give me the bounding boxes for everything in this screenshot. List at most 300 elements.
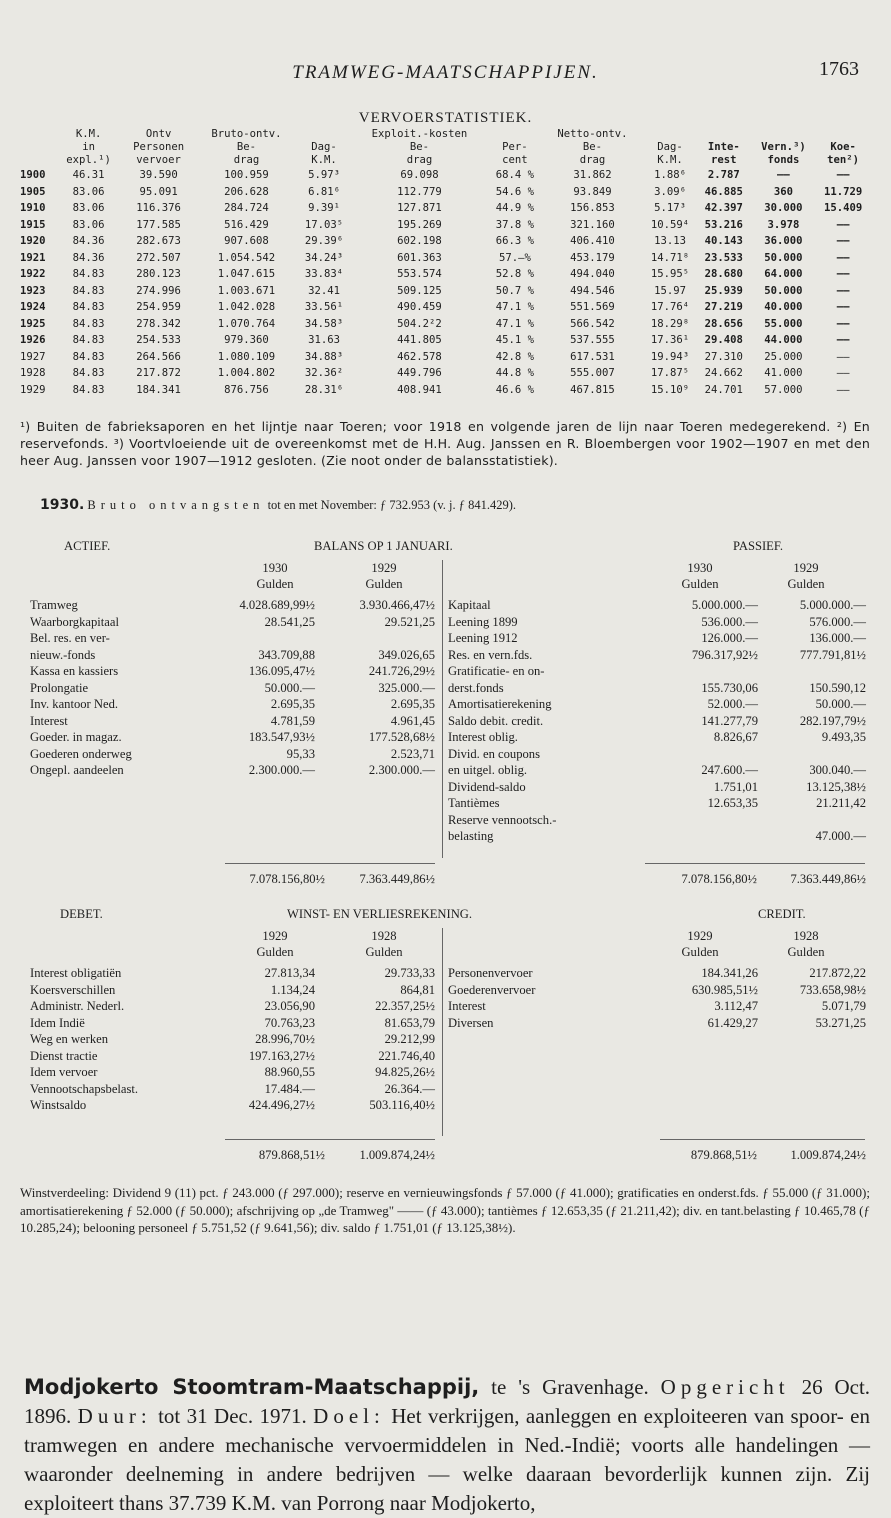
- balans-year-b: 1929: [371, 561, 397, 575]
- ledger-label: Goederen onderweg: [30, 746, 132, 761]
- credit-list: [448, 965, 866, 1031]
- ledger-row: [30, 1064, 435, 1081]
- vervoer-head-cell: K.M.: [311, 154, 337, 166]
- vervoer-cell: 46.31: [72, 169, 105, 181]
- passief-head: PASSIEF.: [733, 539, 783, 553]
- vervoer-cell: ——: [836, 367, 850, 379]
- vervoer-cell: 5.97³: [308, 169, 340, 181]
- vervoer-cell: 84.83: [72, 383, 105, 396]
- opgericht-value: 26 Oct. 1896.: [24, 1375, 871, 1428]
- vervoer-cell: 69.098: [400, 169, 439, 181]
- ledger-value-b: 13.125,38½: [806, 779, 866, 794]
- year-1930: 1930.: [40, 497, 85, 513]
- winst-total-a-right: 879.868,51½: [690, 1148, 757, 1162]
- ledger-label: derst.fonds: [448, 680, 504, 695]
- vervoer-cell: 84.83: [72, 301, 105, 313]
- ledger-value-a: 70.763,23: [264, 1015, 315, 1030]
- ledger-value-a: 88.960,55: [264, 1065, 315, 1079]
- vervoer-cell: 23.533: [704, 251, 743, 264]
- vervoer-cell: 84.83: [72, 334, 105, 346]
- ledger-label: Saldo debit. credit.: [448, 713, 544, 728]
- vervoer-cell: 876.756: [224, 383, 269, 396]
- vervoer-cell: 254.959: [136, 301, 181, 313]
- ledger-label: Goederenvervoer: [448, 982, 536, 997]
- vervoer-cell: ——: [836, 268, 850, 280]
- vervoer-cell: 54.6 %: [495, 185, 535, 198]
- balans-col-heads: [0, 560, 891, 594]
- ledger-value-a: 23.056,90: [264, 999, 315, 1013]
- vervoer-cell: 83.06: [72, 185, 105, 198]
- bruto-label: Bruto ontvangsten: [87, 498, 265, 512]
- ledger-row: [448, 998, 866, 1015]
- ledger-label: Kassa en kassiers: [30, 664, 119, 678]
- actief-list: [30, 597, 435, 779]
- vervoer-cell: 15.10⁹: [650, 383, 690, 396]
- vervoer-head-cell: Dag-: [311, 141, 337, 153]
- vervoer-cell: 17.36¹: [650, 334, 690, 346]
- vervoer-cell: 1915: [20, 218, 46, 231]
- vervoer-cell: 47.1 %: [495, 317, 535, 330]
- ledger-value-a: 630.985,51½: [691, 982, 758, 997]
- ledger-row: [448, 982, 866, 999]
- ledger-value-a: 17.484.—: [264, 1081, 315, 1096]
- ledger-label: Gratificatie- en on-: [448, 664, 545, 678]
- vervoer-cell: 27.219: [704, 301, 743, 313]
- vervoer-cell: ——: [836, 301, 850, 313]
- vervoer-cell: ——: [836, 383, 850, 396]
- vervoer-cell: 100.959: [224, 169, 269, 181]
- ledger-label: Winstsaldo: [30, 1098, 87, 1112]
- ledger-label: Waarborgkapitaal: [30, 614, 119, 629]
- vervoer-cell: 95.091: [139, 185, 178, 198]
- balans-year-c: 1930: [687, 561, 713, 575]
- ledger-label: Leening 1912: [448, 631, 518, 645]
- ledger-value-b: 150.590,12: [809, 680, 866, 695]
- vervoer-head-cell: rest: [711, 154, 737, 166]
- duur-label: Duur:: [77, 1404, 152, 1428]
- winstverdeeling: Winstverdeeling: Dividend 9 (11) pct. ƒ 243.000 (ƒ 297.000); reserve en vernieuwingsfonds ƒ 57.000 (ƒ 41.000); gratificaties en onderst.fds. ƒ 55.000 (ƒ 31.000); amortisatierekening ƒ 52.000 (ƒ 50.000); afschrijving op „de Tramweg" —— (ƒ 43.000); tantièmes ƒ 12.653,35 (ƒ 21.211,42); div. en tant.belasting ƒ 10.465,78 (ƒ 10.285,24); belooning personeel ƒ 5.751,52 (ƒ 9.641,56); div. saldo ƒ 1.751,01 (ƒ 13.125,38½).: [20, 1185, 870, 1235]
- ledger-value-b: 177.528,68½: [368, 730, 435, 744]
- balans-year-d: 1929: [793, 561, 819, 575]
- ledger-row: [30, 729, 435, 746]
- ledger-value-b: 29.521,25: [384, 614, 435, 629]
- ledger-value-a: 796.317,92½: [691, 647, 758, 662]
- ledger-label: Tantièmes: [448, 796, 500, 810]
- vervoer-cell: 1923: [20, 284, 46, 297]
- vervoer-cell: 551.569: [570, 301, 615, 313]
- vervoer-cell: 406.410: [570, 235, 615, 247]
- vervoer-cell: 1921: [20, 251, 46, 264]
- vervoer-head-cell: Per-: [502, 141, 528, 153]
- ledger-value-b: 136.000.—: [809, 631, 866, 645]
- vervoer-cell: 39.590: [139, 169, 178, 181]
- vervoer-cell: 14.71⁸: [650, 251, 690, 264]
- vervoer-cell: ——: [836, 284, 850, 297]
- vervoer-cell: 66.3 %: [495, 235, 535, 247]
- vervoer-cell: 278.342: [136, 317, 181, 330]
- ledger-row: [30, 1031, 435, 1048]
- vervoer-cell: 1905: [20, 185, 46, 198]
- ledger-label: en uitgel. oblig.: [448, 763, 528, 777]
- ledger-value-b: 2.523,71: [390, 746, 435, 761]
- balans-section: [0, 538, 891, 898]
- vervoer-cell: 50.000: [764, 251, 803, 264]
- ledger-value-a: 141.277,79: [701, 713, 758, 728]
- balans-total-a-left: 7.078.156,80½: [249, 872, 325, 886]
- ledger-value-b: 864,81: [400, 982, 435, 997]
- vervoer-cell: 64.000: [764, 268, 803, 280]
- ledger-value-a: 52.000.—: [707, 697, 758, 711]
- ledger-row: [448, 630, 866, 647]
- ledger-label: Interest: [30, 713, 68, 728]
- vervoer-cell: 1.080.109: [217, 350, 276, 363]
- vervoer-cell: 27.310: [704, 350, 743, 363]
- ledger-row: [448, 779, 866, 796]
- ledger-row: [448, 746, 866, 763]
- vervoer-cell: 1928: [20, 367, 46, 379]
- vervoer-cell: 28.31⁶: [304, 383, 344, 396]
- ledger-row: [30, 696, 435, 713]
- balans-title: BALANS OP 1 JANUARI.: [314, 539, 453, 553]
- vervoer-cell: 1929: [20, 383, 46, 396]
- vervoer-cell: 57.—%: [498, 251, 531, 264]
- ledger-value-a: 95,33: [286, 746, 315, 761]
- ledger-value-b: 777.791,81½: [799, 647, 866, 662]
- ledger-value-b: 26.364.—: [384, 1081, 435, 1096]
- bruto-1930-line: [40, 497, 870, 513]
- vervoer-row: [20, 200, 870, 217]
- winst-unit-a: Gulden: [256, 945, 294, 959]
- vervoer-head-cell: K.M.: [657, 154, 683, 166]
- vervoer-cell: 467.815: [570, 383, 615, 396]
- ledger-row: [448, 965, 866, 982]
- vervoer-head-cell: [697, 128, 751, 141]
- vervoer-cell: 184.341: [136, 383, 181, 396]
- ledger-value-a: 61.429,27: [707, 1015, 758, 1030]
- vervoer-cell: 25.939: [704, 284, 743, 297]
- vervoer-row: [20, 217, 870, 234]
- vervoer-cell: 5.17³: [654, 202, 686, 214]
- vervoer-head-cell: Koe-: [830, 141, 856, 153]
- vervoer-head-cell: Exploit.-kosten: [371, 128, 468, 140]
- vervoer-cell: 15.95⁵: [650, 268, 690, 280]
- winst-rule-right: [660, 1139, 865, 1140]
- vervoer-row: [20, 349, 870, 366]
- duur-value: tot 31 Dec. 1971.: [158, 1404, 307, 1428]
- ledger-row: [448, 647, 866, 664]
- ledger-label: belasting: [448, 829, 494, 843]
- vervoer-cell: 34.88³: [304, 350, 344, 363]
- vervoer-cell: ——: [836, 334, 850, 346]
- vervoer-cell: 509.125: [397, 284, 442, 297]
- vervoer-row: [20, 299, 870, 316]
- vervoer-cell: 1900: [20, 169, 46, 181]
- vervoer-cell: 441.805: [397, 334, 442, 346]
- ledger-row: [448, 729, 866, 746]
- vervoer-cell: 601.363: [397, 251, 442, 264]
- ledger-value-b: 5.000.000.—: [799, 598, 866, 612]
- ledger-value-b: 733.658,98½: [799, 982, 866, 997]
- vervoer-cell: 127.871: [397, 202, 442, 214]
- passief-list: [448, 597, 866, 845]
- vervoer-cell: 553.574: [397, 268, 442, 280]
- ledger-label: Interest: [448, 999, 486, 1013]
- ledger-value-b: 349.026,65: [378, 647, 435, 662]
- vervoer-head-cell: [20, 154, 56, 167]
- ledger-value-b: 21.211,42: [816, 796, 866, 810]
- ledger-value-a: 197.163,27½: [248, 1048, 315, 1063]
- winst-divider: [442, 928, 443, 1136]
- vervoer-cell: 1920: [20, 235, 46, 247]
- ledger-value-b: 503.116,40½: [369, 1098, 435, 1112]
- vervoer-cell: 84.83: [72, 268, 105, 280]
- vervoer-cell: 1.047.615: [217, 268, 276, 280]
- vervoer-head-cell: [488, 128, 542, 141]
- vervoer-cell: 9.39¹: [308, 202, 340, 214]
- vervoer-cell: 34.24³: [304, 251, 344, 264]
- debet-head: DEBET.: [60, 907, 103, 921]
- vervoer-head-cell: Be-: [582, 141, 603, 153]
- ledger-row: [448, 713, 866, 730]
- balans-total-a-right: 7.078.156,80½: [681, 872, 757, 886]
- ledger-row: [30, 762, 435, 779]
- ledger-value-a: 28.996,70½: [255, 1032, 315, 1046]
- vervoer-cell: 3.978: [767, 218, 800, 231]
- vervoer-cell: 40.000: [764, 301, 803, 313]
- vervoer-cell: 40.143: [704, 235, 743, 247]
- ledger-value-a: 424.496,27½: [248, 1098, 315, 1112]
- vervoer-cell: 617.531: [570, 350, 615, 363]
- ledger-value-a: 5.000.000.—: [691, 598, 758, 612]
- ledger-value-b: 29.212,99: [384, 1032, 435, 1046]
- vervoer-cell: 1925: [20, 317, 46, 330]
- vervoer-cell: 1926: [20, 334, 46, 346]
- vervoer-cell: 28.680: [704, 268, 743, 280]
- vervoer-cell: 566.542: [570, 317, 615, 330]
- ledger-value-b: 3.930.466,47½: [359, 598, 435, 612]
- vervoer-cell: 36.000: [764, 235, 803, 247]
- ledger-row: [30, 1081, 435, 1098]
- vervoer-cell: 15.409: [823, 202, 863, 214]
- vervoer-cell: 537.555: [570, 334, 615, 346]
- ledger-value-a: 28.541,25: [264, 614, 315, 629]
- ledger-value-a: 247.600.—: [701, 763, 758, 777]
- vervoer-head-cell: fonds: [767, 154, 800, 166]
- vervoer-cell: 93.849: [573, 185, 612, 198]
- vervoer-cell: 33.83⁴: [304, 268, 344, 280]
- ledger-row: [30, 965, 435, 982]
- winst-unit-c: Gulden: [681, 945, 719, 959]
- balans-total-b-right: 7.363.449,86½: [790, 872, 866, 886]
- vervoer-cell: 24.701: [704, 383, 743, 396]
- ledger-row: [448, 795, 866, 812]
- vervoer-cell: 30.000: [764, 202, 803, 214]
- ledger-label: Amortisatierekening: [448, 697, 552, 711]
- ledger-label: Reserve vennootsch.-: [448, 812, 557, 827]
- vervoer-cell: 17.76⁴: [650, 301, 690, 313]
- ledger-value-b: 81.653,79: [384, 1015, 435, 1030]
- vervoer-cell: 516.429: [224, 218, 269, 231]
- vervoer-cell: 28.656: [704, 317, 743, 330]
- vervoer-cell: 10.59⁴: [650, 218, 690, 231]
- balans-unit-a: Gulden: [256, 577, 294, 591]
- balans-year-a: 1930: [262, 561, 288, 575]
- ledger-row: [448, 762, 866, 779]
- ledger-label: Idem Indië: [30, 1015, 85, 1030]
- ledger-value-b: 217.872,22: [809, 966, 866, 980]
- ledger-label: Kapitaal: [448, 598, 491, 612]
- ledger-row: [30, 713, 435, 730]
- vervoer-cell: 84.36: [72, 235, 105, 247]
- ledger-value-a: 136.095,47½: [248, 664, 315, 678]
- vervoer-cell: 33.56¹: [304, 301, 344, 313]
- ledger-value-a: 12.653,35: [707, 796, 758, 810]
- ledger-label: Dienst tractie: [30, 1048, 98, 1063]
- vervoer-cell: 24.662: [704, 367, 743, 379]
- vervoer-head-row: [20, 141, 870, 154]
- running-header: TRAMWEG-MAATSCHAPPIJEN.: [292, 62, 599, 83]
- balans-unit-b: Gulden: [365, 577, 403, 591]
- vervoer-head-cell: [751, 128, 817, 141]
- vervoer-cell: 274.996: [136, 284, 181, 297]
- vervoer-cell: 979.360: [224, 334, 269, 346]
- balans-divider: [442, 560, 443, 858]
- ledger-row: [448, 812, 866, 829]
- winst-title: WINST- EN VERLIESREKENING.: [287, 907, 473, 921]
- ledger-value-b: 4.961,45: [390, 713, 435, 728]
- vervoer-cell: 41.000: [764, 367, 803, 379]
- vervoer-row: [20, 250, 870, 267]
- ledger-value-b: 325.000.—: [378, 680, 435, 695]
- vervoer-cell: 453.179: [570, 251, 615, 264]
- balans-unit-d: Gulden: [787, 577, 825, 591]
- vervoer-cell: 1.004.802: [217, 367, 276, 379]
- vervoer-cell: 50.000: [764, 284, 803, 297]
- vervoer-cell: 29.408: [704, 334, 743, 346]
- ledger-label: Interest obligatiën: [30, 966, 122, 980]
- vervoer-cell: 52.8 %: [495, 268, 535, 280]
- ledger-value-a: 50.000.—: [264, 680, 315, 695]
- ledger-label: Prolongatie: [30, 680, 89, 695]
- vervoer-cell: 462.578: [397, 350, 442, 363]
- vervoer-head-cell: [816, 128, 870, 141]
- vervoer-head-cell: Dag-: [657, 141, 683, 153]
- vervoer-cell: 6.81⁶: [308, 185, 340, 198]
- vervoer-head-cell: Ontv: [145, 128, 172, 140]
- vervoer-head-cell: Bruto-ontv.: [211, 128, 282, 140]
- vervoer-cell: 555.007: [570, 367, 615, 379]
- vervoer-row: [20, 332, 870, 349]
- vervoer-head-cell: [643, 128, 697, 141]
- ledger-row: [30, 663, 435, 680]
- vervoer-head-cell: Netto-ontv.: [557, 128, 628, 140]
- vervoer-cell: 17.03⁵: [304, 218, 344, 231]
- balans-rule-left: [225, 863, 435, 864]
- vervoer-cell: 195.269: [397, 218, 442, 231]
- vervoer-cell: 15.97: [654, 284, 686, 297]
- vervoer-cell: 13.13: [654, 235, 686, 247]
- ledger-label: Administr. Nederl.: [30, 999, 125, 1013]
- vervoer-cell: 602.198: [397, 235, 442, 247]
- winst-unit-b: Gulden: [365, 945, 403, 959]
- ledger-value-b: 53.271,25: [815, 1015, 866, 1030]
- vervoer-cell: 1910: [20, 202, 46, 214]
- vervoer-row: [20, 316, 870, 333]
- vervoer-row: [20, 365, 870, 382]
- vervoer-cell: 490.459: [397, 301, 442, 313]
- ledger-value-a: 27.813,34: [264, 966, 315, 980]
- ledger-value-b: 221.746,40: [378, 1048, 435, 1063]
- vervoer-cell: 84.36: [72, 251, 105, 264]
- vervoer-cell: 29.39⁶: [304, 235, 344, 247]
- ledger-label: Idem vervoer: [30, 1065, 98, 1079]
- vervoer-row: [20, 184, 870, 201]
- vervoer-cell: 32.36²: [304, 367, 344, 379]
- vervoer-cell: 57.000: [764, 383, 803, 396]
- ledger-label: Diversen: [448, 1015, 494, 1030]
- vervoer-cell: 907.608: [224, 235, 269, 247]
- vervoer-head-cell: drag: [233, 154, 260, 166]
- ledger-value-b: 22.357,25½: [375, 999, 435, 1013]
- vervoer-cell: 1927: [20, 350, 46, 363]
- vervoer-cell: 37.8 %: [495, 218, 535, 231]
- ledger-row: [30, 1048, 435, 1065]
- vervoer-cell: 83.06: [72, 218, 105, 231]
- actief-head: ACTIEF.: [64, 539, 111, 553]
- vervoer-cell: ——: [777, 169, 790, 181]
- vervoer-cell: 504.2²2: [397, 317, 442, 330]
- ledger-value-b: 2.300.000.—: [368, 763, 435, 777]
- vervoer-footnotes: ¹) Buiten de fabrieksaporen en het lijntje naar Toeren; voor 1918 en volgende jaren de lijn naar Toeren medegerekend. ²) En reservefonds. ³) Voortvloeiende uit de overeenkomst met de H.H. Aug. Janssen en R. Bloembergen voor 1902—1907 en met den heer Aug. Janssen voor 1907—1912 gesloten. (Zie noot onder de balansstatistiek).: [20, 419, 870, 468]
- vervoer-head-row: [20, 128, 870, 141]
- vervoer-head-cell: expl.¹): [66, 154, 111, 166]
- vervoer-cell: 83.06: [72, 202, 105, 214]
- vervoer-row: [20, 266, 870, 283]
- vervoer-cell: 254.533: [136, 334, 181, 346]
- ledger-row: [448, 1015, 866, 1032]
- ledger-label: Dividend-saldo: [448, 779, 526, 794]
- ledger-value-a: 2.300.000.—: [248, 763, 315, 777]
- vervoer-cell: 206.628: [224, 185, 269, 198]
- winst-year-a: 1929: [262, 929, 288, 943]
- ledger-label: Vennootschapsbelast.: [30, 1081, 139, 1096]
- vervoer-cell: 1.054.542: [217, 251, 276, 264]
- vervoer-cell: 1.042.028: [217, 301, 276, 313]
- vervoer-cell: 84.83: [72, 350, 105, 363]
- vervoer-cell: 44.8 %: [495, 367, 535, 379]
- vervoer-cell: 284.724: [224, 202, 269, 214]
- vervoer-cell: 46.6 %: [495, 383, 535, 396]
- vervoer-cell: 19.94³: [650, 350, 690, 363]
- ledger-value-a: 8.826,67: [713, 730, 758, 744]
- vervoer-cell: 17.87⁵: [650, 367, 690, 379]
- vervoer-cell: 3.09⁶: [654, 185, 686, 198]
- vervoer-cell: ——: [836, 218, 850, 231]
- ledger-label: Interest oblig.: [448, 730, 518, 744]
- ledger-value-b: 300.040.—: [809, 763, 866, 777]
- ledger-label: Tramweg: [30, 598, 78, 612]
- ledger-row: [30, 746, 435, 763]
- ledger-row: [30, 597, 435, 614]
- vervoer-cell: 494.040: [570, 268, 615, 280]
- winst-total-b-left: 1.009.874,24½: [359, 1148, 435, 1162]
- ledger-value-a: 155.730,06: [701, 680, 758, 695]
- page-number: 1763: [819, 58, 859, 80]
- vervoer-head-cell: Be-: [409, 141, 430, 153]
- ledger-label: nieuw.-fonds: [30, 647, 96, 662]
- winst-total-a-left: 879.868,51½: [258, 1148, 325, 1162]
- ledger-label: Koersverschillen: [30, 982, 116, 997]
